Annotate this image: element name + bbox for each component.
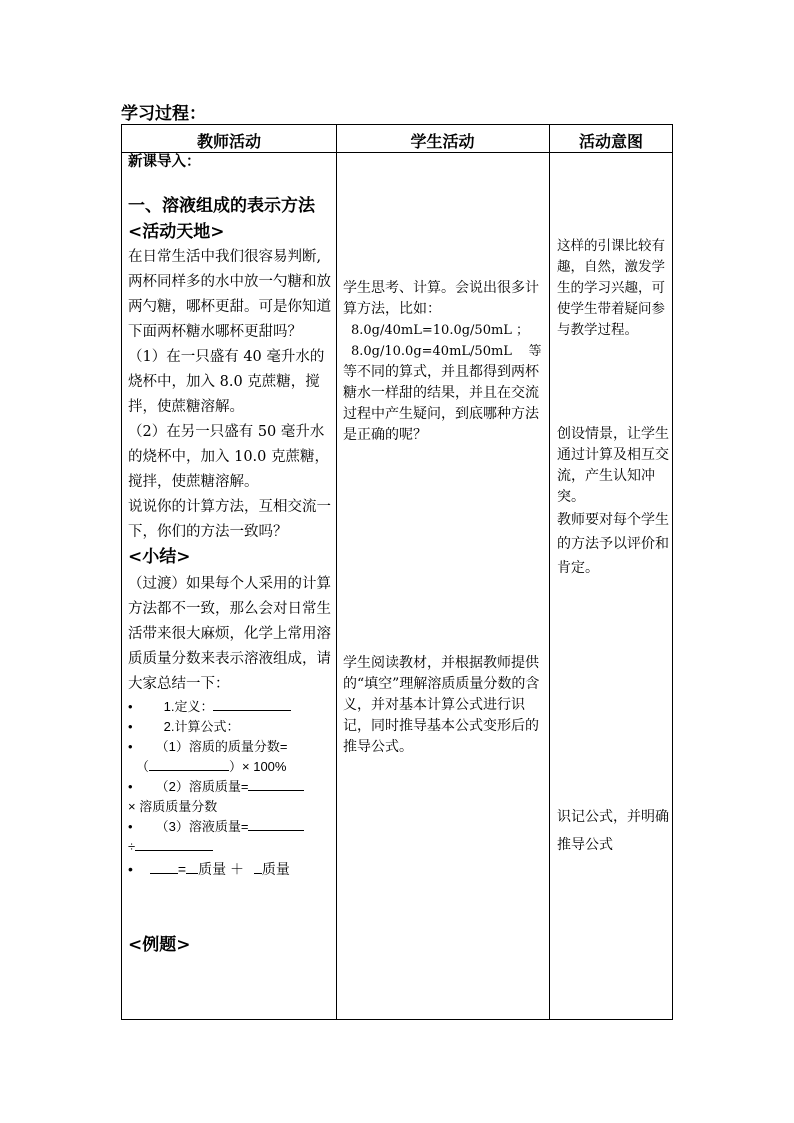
student-text-3: 学生阅读教材，并根据教师提供的“填空”理解溶质质量分数的含义，并对基本计算公式进行识记，同时推导基本公式变形后的推导公式。 xyxy=(343,655,540,755)
student-text-2: 等不同的算式，并且都得到两杯糖水一样甜的结果，并且在交流过程中产生疑问，到底哪种方法是正确的呢？ xyxy=(343,364,539,443)
divide-sign: ÷ xyxy=(128,839,136,854)
bullet: • xyxy=(128,779,133,794)
formula-3 xyxy=(128,817,333,837)
equals-sign: = xyxy=(177,861,187,877)
header-student: 学生活动 xyxy=(410,132,475,151)
definition-line xyxy=(128,697,333,717)
header-intent: 活动意图 xyxy=(578,132,643,151)
mass-label-1: 质量 ＋ xyxy=(198,861,248,877)
lesson-table xyxy=(121,124,673,1020)
paren-open: （ xyxy=(136,759,150,774)
intro-label: 新课导入： xyxy=(128,153,201,170)
bullet: • xyxy=(128,699,133,714)
blank xyxy=(186,861,198,874)
bullet: • xyxy=(128,719,133,734)
formula-4 xyxy=(128,859,333,879)
activity-tag: <活动天地> xyxy=(128,222,225,242)
student-text-1: 学生思考、计算。会说出很多计算方法，比如： xyxy=(343,280,539,317)
blank xyxy=(248,778,304,791)
blank xyxy=(248,818,304,831)
paragraph-5: （过渡）如果每个人采用的计算方法都不一致，那么会对日常生活带来很大麻烦，化学上常用溶质质量分数来表示溶液组成，请大家总结一下： xyxy=(128,576,331,692)
mass-label-2: 质量 xyxy=(261,861,290,877)
example-tag: <例题> xyxy=(128,935,191,955)
intent-2: 创设情景，让学生通过计算及相互交流，产生认知冲突。 xyxy=(557,426,669,505)
student-activity-1 xyxy=(343,278,549,446)
formula-1 xyxy=(128,737,333,757)
student-equation-2: 8.0g/10.0g=40mL/50mL 等 xyxy=(351,344,542,359)
paragraph-4: 说说你的计算方法，互相交流一下，你们的方法一致吗？ xyxy=(128,499,331,540)
summary-tag: <小结> xyxy=(128,547,191,567)
teacher-activity xyxy=(128,153,333,958)
bullet: • xyxy=(128,819,133,834)
definition-label: 1.定义： xyxy=(163,699,214,714)
column-divider xyxy=(549,125,550,1019)
formula-1-cont xyxy=(128,757,333,777)
paragraph-2: （1）在一只盛有 40 毫升水的烧杯中，加入 8.0 克蔗糖，搅拌，使蔗糖溶解。 xyxy=(128,349,325,415)
formula-2-cont: × 溶质质量分数 xyxy=(128,799,218,814)
formula-2 xyxy=(128,777,333,797)
formula-label: 2.计算公式： xyxy=(163,719,240,734)
paragraph-1: 在日常生活中我们很容易判断,两杯同样多的水中放一勺糖和放两勺糖，哪杯更甜。可是你知道下面两杯糖水哪杯更甜吗？ xyxy=(128,249,331,340)
paragraph-3: （2）在另一只盛有 50 毫升水的烧杯中，加入 10.0 克蔗糖，搅拌，使蔗糖溶解。 xyxy=(128,424,330,490)
blank xyxy=(135,838,213,851)
blank xyxy=(254,861,262,874)
blank xyxy=(150,861,178,874)
section-title: 一、溶液组成的表示方法 xyxy=(128,196,315,216)
blank xyxy=(213,698,291,711)
formula-2-label: （2）溶质质量= xyxy=(155,779,249,794)
intent-3: 教师要对每个学生的方法予以评价和肯定。 xyxy=(557,512,669,576)
formula-3-label: （3）溶液质量= xyxy=(155,819,249,834)
paren-close: ）× 100% xyxy=(229,759,287,774)
bullet: • xyxy=(128,861,133,877)
intent-4: 识记公式，并明确推导公式 xyxy=(557,809,669,853)
formula-line xyxy=(128,717,333,737)
student-equation-1: 8.0g/40mL=10.0g/50mL ； xyxy=(351,323,530,338)
section-heading: 学习过程： xyxy=(121,104,206,124)
blank xyxy=(149,758,229,771)
formula-3-cont xyxy=(128,837,333,857)
student-activity-2 xyxy=(343,653,549,758)
header-teacher: 教师活动 xyxy=(196,132,261,151)
column-divider xyxy=(336,125,337,1019)
formula-1-label: （1）溶质的质量分数= xyxy=(155,739,288,754)
bullet: • xyxy=(128,739,133,754)
intent-1: 这样的引课比较有趣，自然，激发学生的学习兴趣，可使学生带着疑问参与教学过程。 xyxy=(557,238,665,338)
